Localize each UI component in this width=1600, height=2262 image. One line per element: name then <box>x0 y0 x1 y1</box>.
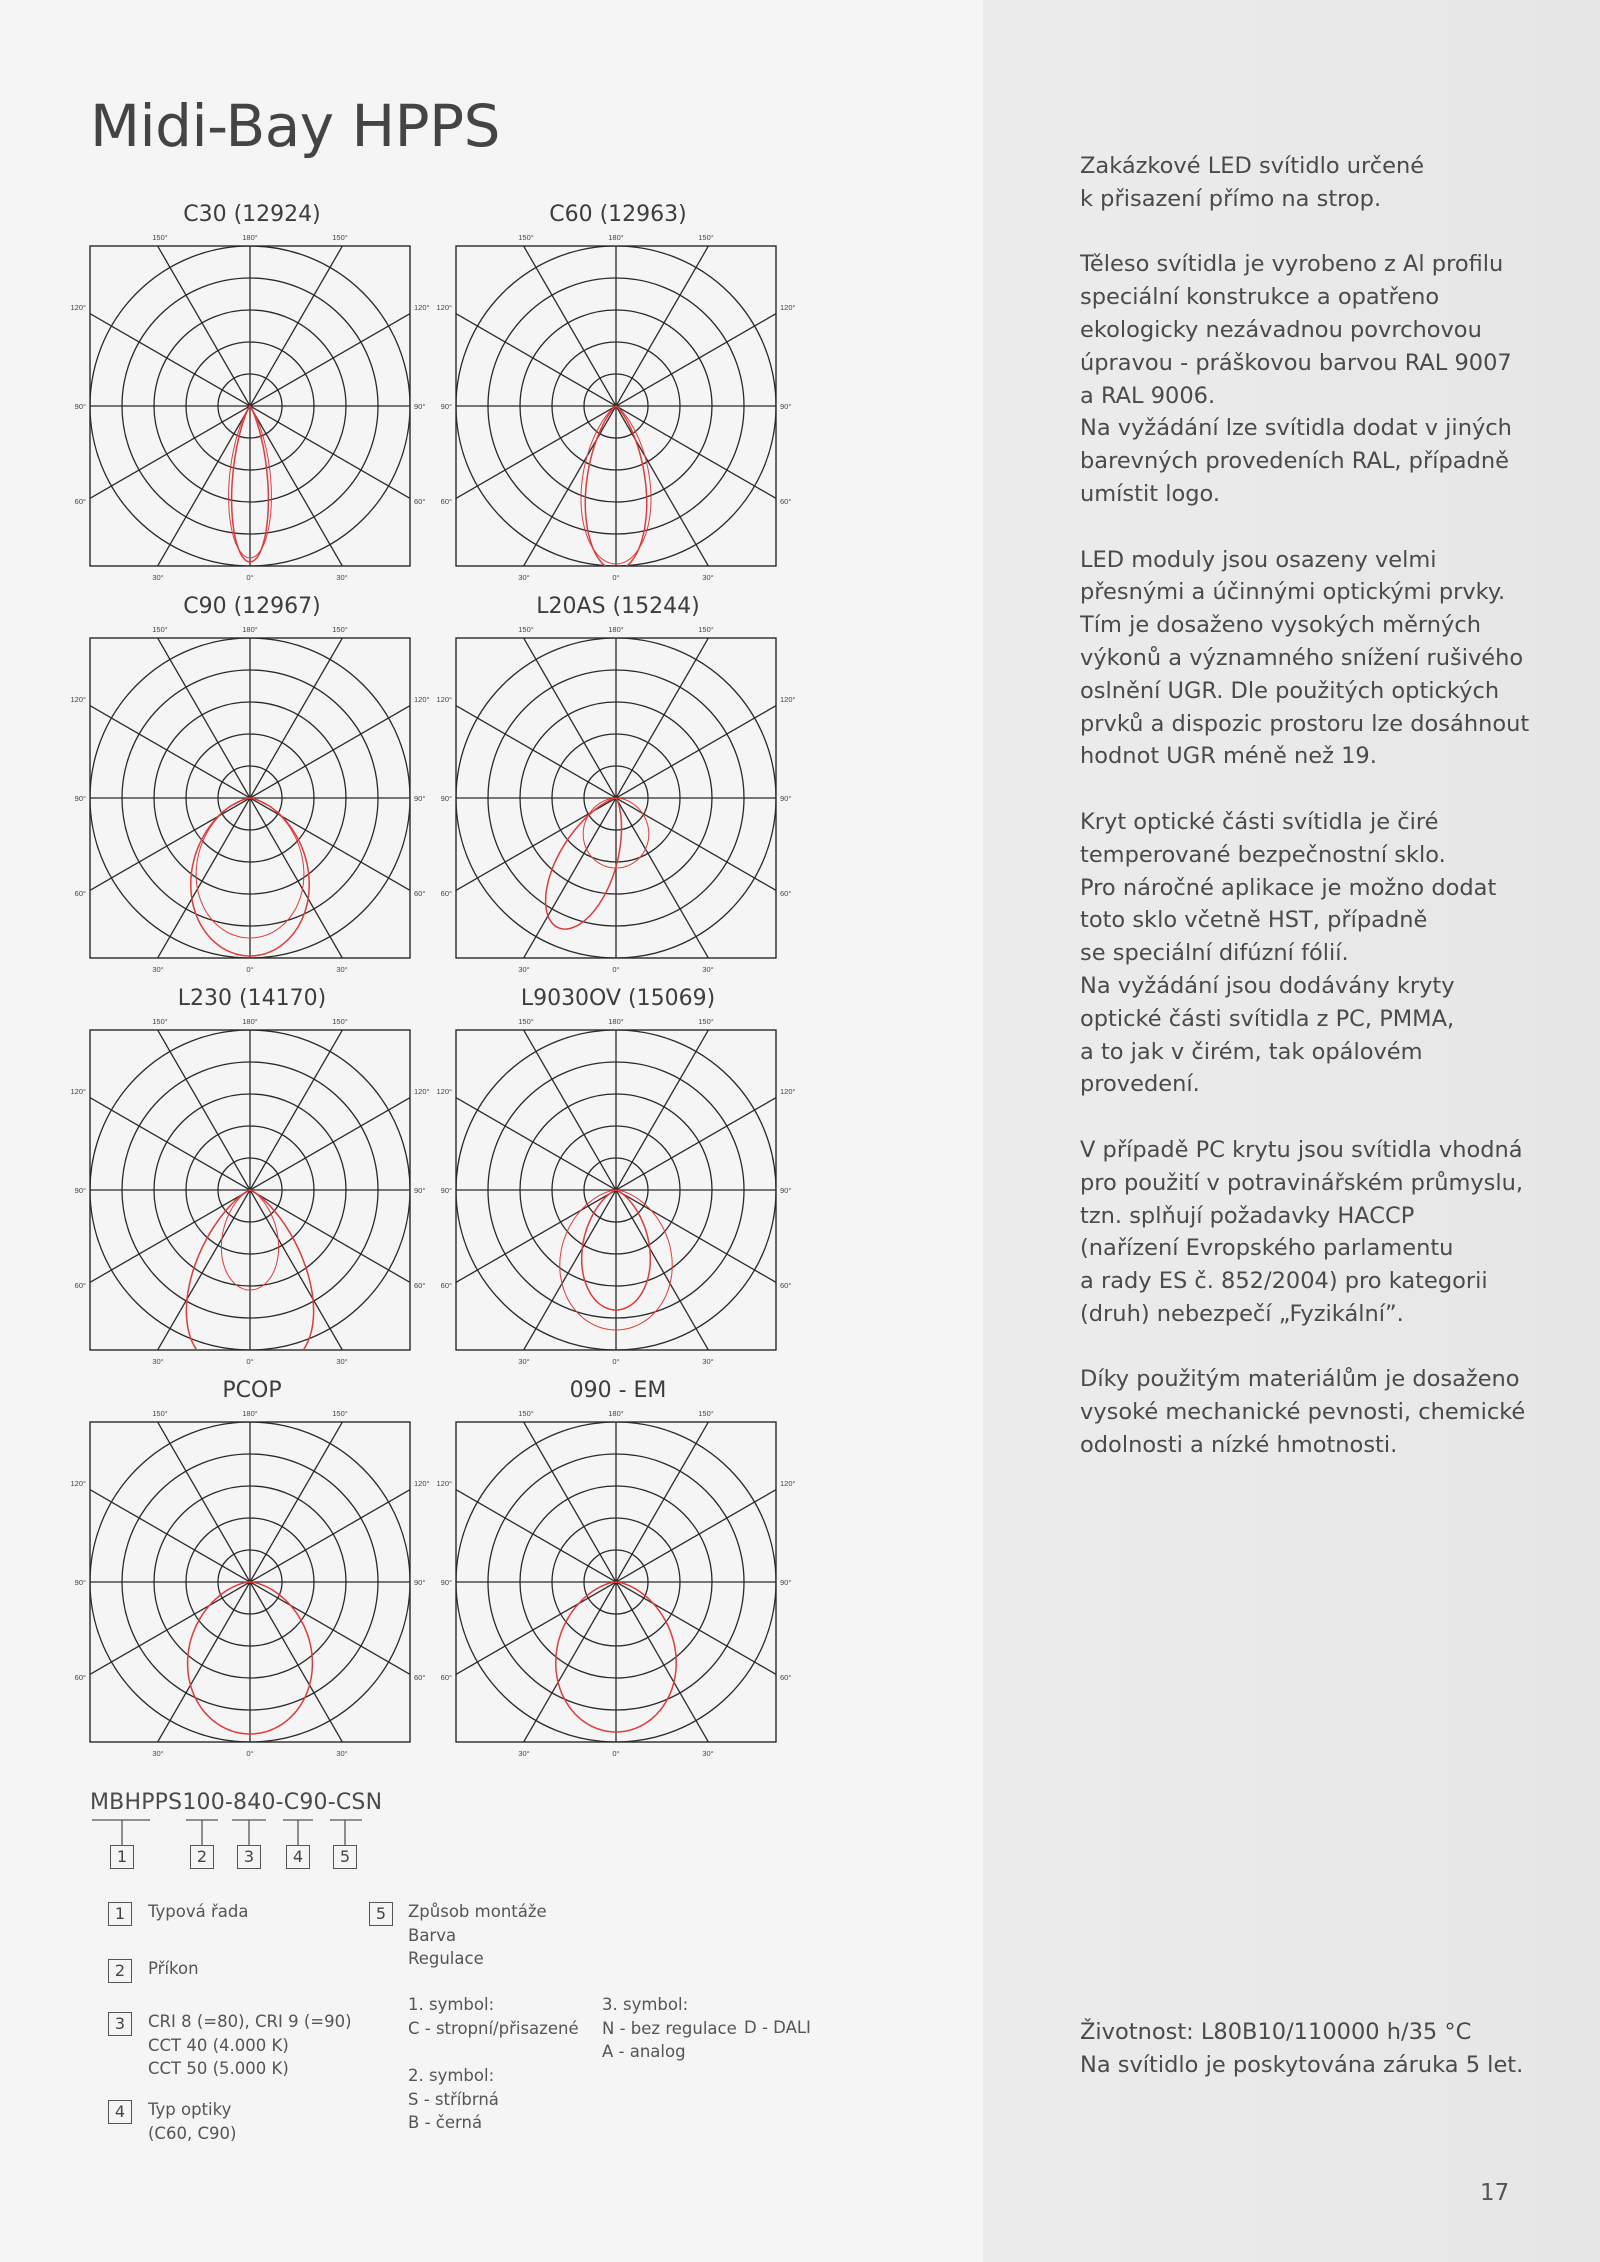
polar-angle-label: 120° <box>436 303 452 312</box>
polar-angle-label: 90° <box>780 402 792 411</box>
page-number: 17 <box>1480 2180 1510 2206</box>
polar-angle-label: 30° <box>518 1357 530 1366</box>
polar-diagram-l230 <box>70 1016 430 1366</box>
polar-angle-label: 30° <box>702 965 714 974</box>
polar-angle-label: 150° <box>518 1017 534 1026</box>
polar-angle-label: 150° <box>698 1017 714 1026</box>
polar-grid-svg <box>70 1016 430 1366</box>
polar-angle-label: 0° <box>246 573 254 582</box>
polar-angle-label: 0° <box>246 1357 254 1366</box>
polar-angle-label: 0° <box>612 1357 620 1366</box>
polar-angle-label: 30° <box>152 1749 164 1758</box>
polar-angle-label: 30° <box>336 1357 348 1366</box>
diagram-title-l20as: L20AS (15244) <box>536 594 700 619</box>
code-part-3-box: 3 <box>237 1845 261 1869</box>
diagram-title-l9030ov: L9030OV (15069) <box>520 986 716 1011</box>
description-paragraph: Těleso svítidla je vyrobeno z Al profilu speciální konstrukce a opatřeno ekologicky nezávadnou povrchovou úpravou - práškovou barvou RAL 9007 a RAL 9006. Na vyžádání lze svítidla dodat v jiných barevných provedeních RAL, případně umístit logo. <box>1080 251 1512 507</box>
legend-5-box: 5 <box>369 1902 393 1926</box>
description-paragraph: Díky použitým materiálům je dosaženo vysoké mechanické pevnosti, chemické odolnosti a nízké hmotnosti. <box>1080 1366 1526 1459</box>
polar-angle-label: 60° <box>74 1673 86 1682</box>
polar-angle-label: 180° <box>242 1409 258 1418</box>
polar-diagram-pcop <box>70 1408 430 1758</box>
polar-grid-svg <box>70 624 430 974</box>
polar-angle-label: 30° <box>336 573 348 582</box>
polar-angle-label: 180° <box>608 1017 624 1026</box>
polar-angle-label: 150° <box>332 233 348 242</box>
polar-angle-label: 60° <box>74 1281 86 1290</box>
polar-angle-label: 30° <box>702 1749 714 1758</box>
polar-angle-label: 90° <box>780 1578 792 1587</box>
polar-angle-label: 60° <box>414 497 426 506</box>
polar-angle-label: 150° <box>332 625 348 634</box>
polar-angle-label: 90° <box>74 1186 86 1195</box>
polar-angle-label: 0° <box>612 1749 620 1758</box>
polar-angle-label: 150° <box>518 1409 534 1418</box>
description-paragraph: V případě PC krytu jsou svítidla vhodná pro použití v potravinářském průmyslu, tzn. splňují požadavky HACCP (nařízení Evropského parlamentu a rady ES č. 852/2004) pro kategorii (druh) nebezpečí „Fyzikální”. <box>1080 1136 1524 1327</box>
polar-grid-svg <box>436 232 796 582</box>
polar-angle-label: 0° <box>246 965 254 974</box>
symbol-1-text: 1. symbol: C - stropní/přisazené <box>408 1995 579 2038</box>
polar-angle-label: 60° <box>440 497 452 506</box>
polar-angle-label: 90° <box>440 794 452 803</box>
polar-angle-label: 120° <box>70 1087 86 1096</box>
diagram-title-pcop: PCOP <box>222 1378 282 1403</box>
polar-angle-label: 150° <box>152 625 168 634</box>
lifetime-info <box>1080 2016 1580 2082</box>
polar-angle-label: 0° <box>612 573 620 582</box>
polar-angle-label: 90° <box>74 794 86 803</box>
polar-angle-label: 180° <box>608 1409 624 1418</box>
polar-angle-label: 120° <box>780 303 796 312</box>
polar-angle-label: 90° <box>780 1186 792 1195</box>
polar-angle-label: 30° <box>518 965 530 974</box>
description-paragraph: Zakázkové LED svítidlo určené k přisazení přímo na strop. <box>1080 153 1425 212</box>
polar-angle-label: 150° <box>518 625 534 634</box>
polar-diagram-c90 <box>70 624 430 974</box>
legend-2-box: 2 <box>108 1959 132 1983</box>
polar-angle-label: 30° <box>702 573 714 582</box>
product-code: MBHPPS100-840-C90-CSN <box>90 1790 383 1815</box>
polar-angle-label: 60° <box>440 1673 452 1682</box>
description-paragraph: Kryt optické části svítidla je čiré temperované bezpečnostní sklo. Pro náročné aplikace je možno dodat toto sklo včetně HST, případně se speciální difúzní fólií. Na vyžádání jsou dodávány kryty optické části svítidla z PC, PMMA, a to jak v čirém, tak opálovém provedení. <box>1080 808 1497 1098</box>
diagram-title-090-em: 090 - EM <box>569 1378 667 1403</box>
polar-angle-label: 150° <box>698 1409 714 1418</box>
polar-grid-svg <box>70 1408 430 1758</box>
polar-angle-label: 90° <box>414 794 426 803</box>
polar-angle-label: 90° <box>440 1186 452 1195</box>
diagram-title-c90: C90 (12967) <box>183 594 321 619</box>
light-distribution-curve <box>546 798 622 929</box>
page-title: Midi-Bay HPPS <box>90 92 500 160</box>
polar-angle-label: 90° <box>414 1578 426 1587</box>
lifetime-line: Životnost: L80B10/110000 h/35 °C <box>1080 2019 1472 2045</box>
description <box>1080 150 1550 1495</box>
polar-diagram-c30 <box>70 232 430 582</box>
legend-1-box: 1 <box>108 1902 132 1926</box>
polar-angle-label: 30° <box>336 1749 348 1758</box>
polar-diagram-l9030ov <box>436 1016 796 1366</box>
polar-angle-label: 120° <box>436 1479 452 1488</box>
polar-angle-label: 90° <box>440 1578 452 1587</box>
polar-angle-label: 150° <box>698 233 714 242</box>
polar-angle-label: 150° <box>332 1017 348 1026</box>
polar-angle-label: 180° <box>242 233 258 242</box>
polar-angle-label: 90° <box>414 402 426 411</box>
symbol-3-text: 3. symbol: N - bez regulace A - analog <box>602 1995 737 2061</box>
polar-angle-label: 150° <box>152 1409 168 1418</box>
polar-angle-label: 0° <box>246 1749 254 1758</box>
description-paragraph: LED moduly jsou osazeny velmi přesnými a účinnými optickými prvky. Tím je dosaženo vysokých měrných výkonů a významného snížení rušivého oslnění UGR. Dle použitých optických prvků a dispozic prostoru lze dosáhnout hodnot UGR méně než 19. <box>1080 546 1530 770</box>
polar-angle-label: 120° <box>70 695 86 704</box>
legend-3-text: CRI 8 (=80), CRI 9 (=90) CCT 40 (4.000 K) CCT 50 (5.000 K) <box>148 2012 352 2078</box>
polar-grid-svg <box>70 232 430 582</box>
polar-angle-label: 60° <box>414 889 426 898</box>
polar-angle-label: 60° <box>414 1281 426 1290</box>
polar-diagram-090-em <box>436 1408 796 1758</box>
polar-angle-label: 30° <box>336 965 348 974</box>
polar-diagram-l20as <box>436 624 796 974</box>
polar-grid-svg <box>436 1016 796 1366</box>
polar-angle-label: 120° <box>70 1479 86 1488</box>
polar-angle-label: 60° <box>74 889 86 898</box>
legend-3-box: 3 <box>108 2012 132 2036</box>
polar-angle-label: 150° <box>518 233 534 242</box>
polar-angle-label: 120° <box>780 1479 796 1488</box>
polar-angle-label: 0° <box>612 965 620 974</box>
legend-1-text: Typová řada <box>148 1902 249 1921</box>
polar-angle-label: 150° <box>332 1409 348 1418</box>
polar-angle-label: 120° <box>70 303 86 312</box>
polar-angle-label: 120° <box>414 1087 430 1096</box>
polar-angle-label: 180° <box>242 1017 258 1026</box>
polar-grid-svg <box>436 1408 796 1758</box>
polar-angle-label: 60° <box>440 1281 452 1290</box>
polar-angle-label: 150° <box>698 625 714 634</box>
diagram-title-c60: C60 (12963) <box>549 202 687 227</box>
polar-angle-label: 60° <box>440 889 452 898</box>
polar-angle-label: 90° <box>74 402 86 411</box>
polar-angle-label: 30° <box>702 1357 714 1366</box>
legend-2-text: Příkon <box>148 1959 199 1978</box>
polar-angle-label: 30° <box>152 573 164 582</box>
code-connector-lines <box>0 1815 400 1845</box>
polar-angle-label: 90° <box>74 1578 86 1587</box>
polar-angle-label: 150° <box>152 233 168 242</box>
polar-angle-label: 120° <box>414 695 430 704</box>
symbol-2-text: 2. symbol: S - stříbrná B - černá <box>408 2066 499 2132</box>
symbol-3-dali: D - DALI <box>744 2018 811 2037</box>
polar-angle-label: 180° <box>608 625 624 634</box>
polar-angle-label: 30° <box>152 1357 164 1366</box>
polar-angle-label: 180° <box>608 233 624 242</box>
polar-angle-label: 30° <box>518 1749 530 1758</box>
polar-angle-label: 120° <box>436 695 452 704</box>
polar-angle-label: 120° <box>436 1087 452 1096</box>
polar-angle-label: 60° <box>780 497 792 506</box>
polar-angle-label: 90° <box>780 794 792 803</box>
diagram-title-l230: L230 (14170) <box>177 986 327 1011</box>
polar-angle-label: 90° <box>440 402 452 411</box>
legend-5-text: Způsob montáže Barva Regulace <box>408 1902 547 1968</box>
code-part-1-box: 1 <box>110 1845 134 1869</box>
polar-grid-svg <box>436 624 796 974</box>
polar-angle-label: 180° <box>242 625 258 634</box>
polar-angle-label: 30° <box>152 965 164 974</box>
diagram-title-c30: C30 (12924) <box>183 202 321 227</box>
polar-angle-label: 60° <box>780 1281 792 1290</box>
polar-angle-label: 120° <box>780 695 796 704</box>
polar-angle-label: 150° <box>152 1017 168 1026</box>
code-part-4-box: 4 <box>286 1845 310 1869</box>
polar-angle-label: 120° <box>414 1479 430 1488</box>
legend-4-box: 4 <box>108 2100 132 2124</box>
polar-angle-label: 120° <box>780 1087 796 1096</box>
polar-angle-label: 90° <box>414 1186 426 1195</box>
polar-angle-label: 30° <box>518 573 530 582</box>
polar-angle-label: 120° <box>414 303 430 312</box>
code-part-5-box: 5 <box>333 1845 357 1869</box>
polar-angle-label: 60° <box>780 1673 792 1682</box>
code-part-2-box: 2 <box>190 1845 214 1869</box>
legend-4-text: Typ optiky (C60, C90) <box>148 2100 237 2143</box>
polar-diagram-c60 <box>436 232 796 582</box>
polar-angle-label: 60° <box>414 1673 426 1682</box>
warranty-line: Na svítidlo je poskytována záruka 5 let. <box>1080 2052 1524 2078</box>
polar-angle-label: 60° <box>780 889 792 898</box>
polar-angle-label: 60° <box>74 497 86 506</box>
